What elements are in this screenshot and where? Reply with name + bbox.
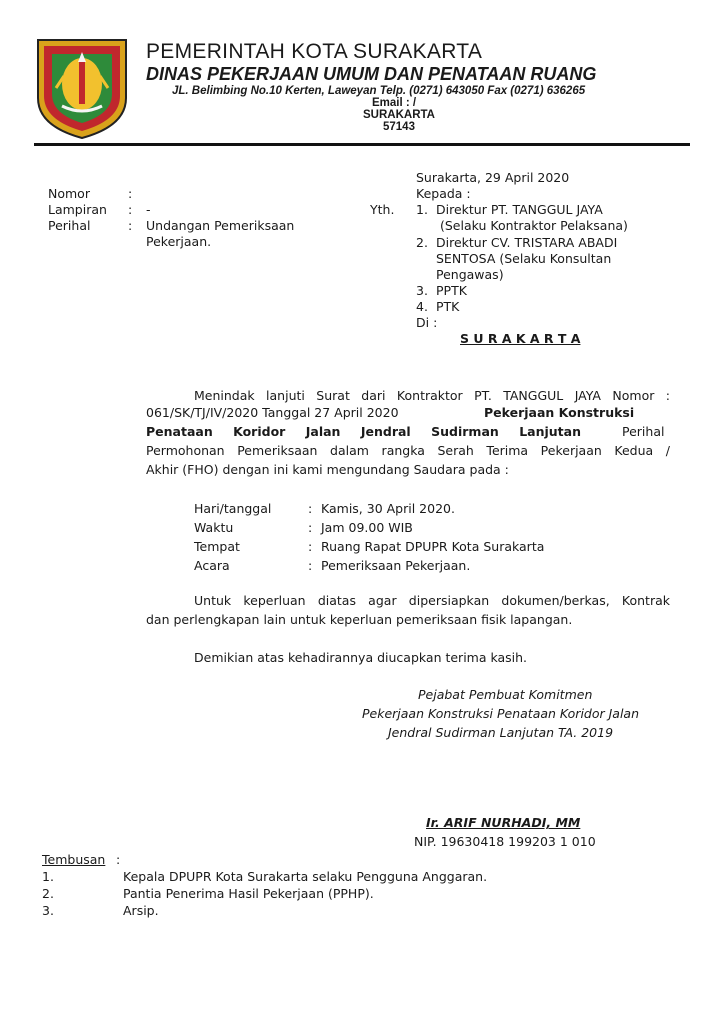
di-label: Di : (416, 315, 438, 330)
detail-time-value: Jam 09.00 WIB (321, 520, 413, 535)
paragraph2-line2: dan perlengkapan lain untuk keperluan pemeriksaan fisik lapangan. (146, 612, 573, 627)
paragraph1-line4: Permohonan Pemeriksaan dalam rangka Serah Terima Pekerjaan Kedua / (146, 443, 670, 458)
recipient-1-num: 1. (416, 202, 428, 217)
detail-place-value: Ruang Rapat DPUPR Kota Surakarta (321, 539, 545, 554)
recipient-2-line2: SENTOSA (Selaku Konsultan (436, 251, 612, 266)
detail-date-sep: : (308, 501, 313, 516)
paragraph1-line3a: Penataan Koridor Jalan Jendral Sudirman Lanjutan (146, 424, 581, 439)
signatory-name: Ir. ARIF NURHADI, MM (426, 815, 581, 830)
paragraph3: Demikian atas kehadirannya diucapkan terima kasih. (194, 650, 528, 665)
perihal-value-line1: Undangan Pemeriksaan (146, 218, 295, 233)
paragraph1-line1: Menindak lanjuti Surat dari Kontraktor PT. TANGGUL JAYA Nomor : (194, 388, 670, 403)
cc-item-2-num: 2. (42, 886, 54, 901)
detail-agenda-sep: : (308, 558, 313, 573)
perihal-label: Perihal (48, 218, 91, 233)
paragraph1-line2a: 061/SK/TJ/IV/2020 Tanggal 27 April 2020 (146, 405, 399, 420)
nomor-label: Nomor (48, 186, 90, 201)
signature-title3: Jendral Sudirman Lanjutan TA. 2019 (388, 725, 614, 740)
letterhead-divider (34, 143, 690, 146)
recipient-4-line1: PTK (436, 299, 460, 314)
signature-title2: Pekerjaan Konstruksi Penataan Koridor Jalan (362, 706, 640, 721)
signature-title1: Pejabat Pembuat Komitmen (418, 687, 593, 702)
signatory-nip: NIP. 19630418 199203 1 010 (414, 834, 596, 849)
recipient-2-line3: Pengawas) (436, 267, 504, 282)
detail-place-sep: : (308, 539, 313, 554)
letterhead-address: JL. Belimbing No.10 Kerten, Laweyan Telp. (0271) 643050 Fax (0271) 636265 (172, 85, 586, 97)
detail-date-label: Hari/tanggal (194, 501, 272, 516)
paragraph1-line2b: Pekerjaan Konstruksi (484, 405, 635, 420)
lampiran-value: - (146, 202, 151, 217)
recipient-3-num: 3. (416, 283, 428, 298)
lampiran-label: Lampiran (48, 202, 107, 217)
letter-date: Surakarta, 29 April 2020 (416, 170, 570, 185)
nomor-sep: : (128, 186, 133, 201)
letterhead-email: Email : / (372, 97, 417, 109)
recipient-2-line1: Direktur CV. TRISTARA ABADI (436, 235, 618, 250)
cc-item-2-text: Pantia Penerima Hasil Pekerjaan (PPHP). (123, 886, 374, 901)
lampiran-sep: : (128, 202, 133, 217)
cc-item-3-num: 3. (42, 903, 54, 918)
cc-colon: : (116, 852, 121, 867)
letterhead-government: PEMERINTAH KOTA SURAKARTA (146, 40, 483, 63)
detail-agenda-label: Acara (194, 558, 230, 573)
yth-label: Yth. (370, 202, 395, 217)
detail-time-label: Waktu (194, 520, 234, 535)
cc-item-1-text: Kepala DPUPR Kota Surakarta selaku Pengguna Anggaran. (123, 869, 488, 884)
perihal-sep: : (128, 218, 133, 233)
letterhead-postcode: 57143 (383, 121, 415, 133)
letterhead-city: SURAKARTA (363, 109, 435, 121)
detail-time-sep: : (308, 520, 313, 535)
recipient-1-line2: (Selaku Kontraktor Pelaksana) (440, 218, 628, 233)
recipient-4-num: 4. (416, 299, 428, 314)
detail-place-label: Tempat (194, 539, 240, 554)
detail-agenda-value: Pemeriksaan Pekerjaan. (321, 558, 471, 573)
paragraph2-line1: Untuk keperluan diatas agar dipersiapkan dokumen/berkas, Kontrak (194, 593, 670, 608)
recipient-city: S U R A K A R T A (460, 331, 581, 346)
cc-item-3-text: Arsip. (123, 903, 159, 918)
paragraph1-line3b: Perihal (622, 424, 665, 439)
recipient-3-line1: PPTK (436, 283, 467, 298)
recipient-2-num: 2. (416, 235, 428, 250)
perihal-value-line2: Pekerjaan. (146, 234, 212, 249)
recipient-1-line1: Direktur PT. TANGGUL JAYA (436, 202, 603, 217)
paragraph1-line5: Akhir (FHO) dengan ini kami mengundang Saudara pada : (146, 462, 509, 477)
city-emblem-icon (34, 36, 130, 140)
kepada-label: Kepada : (416, 186, 471, 201)
detail-date-value: Kamis, 30 April 2020. (321, 501, 455, 516)
letterhead-department: DINAS PEKERJAAN UMUM DAN PENATAAN RUANG (146, 64, 597, 84)
cc-item-1-num: 1. (42, 869, 54, 884)
cc-heading: Tembusan (42, 852, 106, 867)
